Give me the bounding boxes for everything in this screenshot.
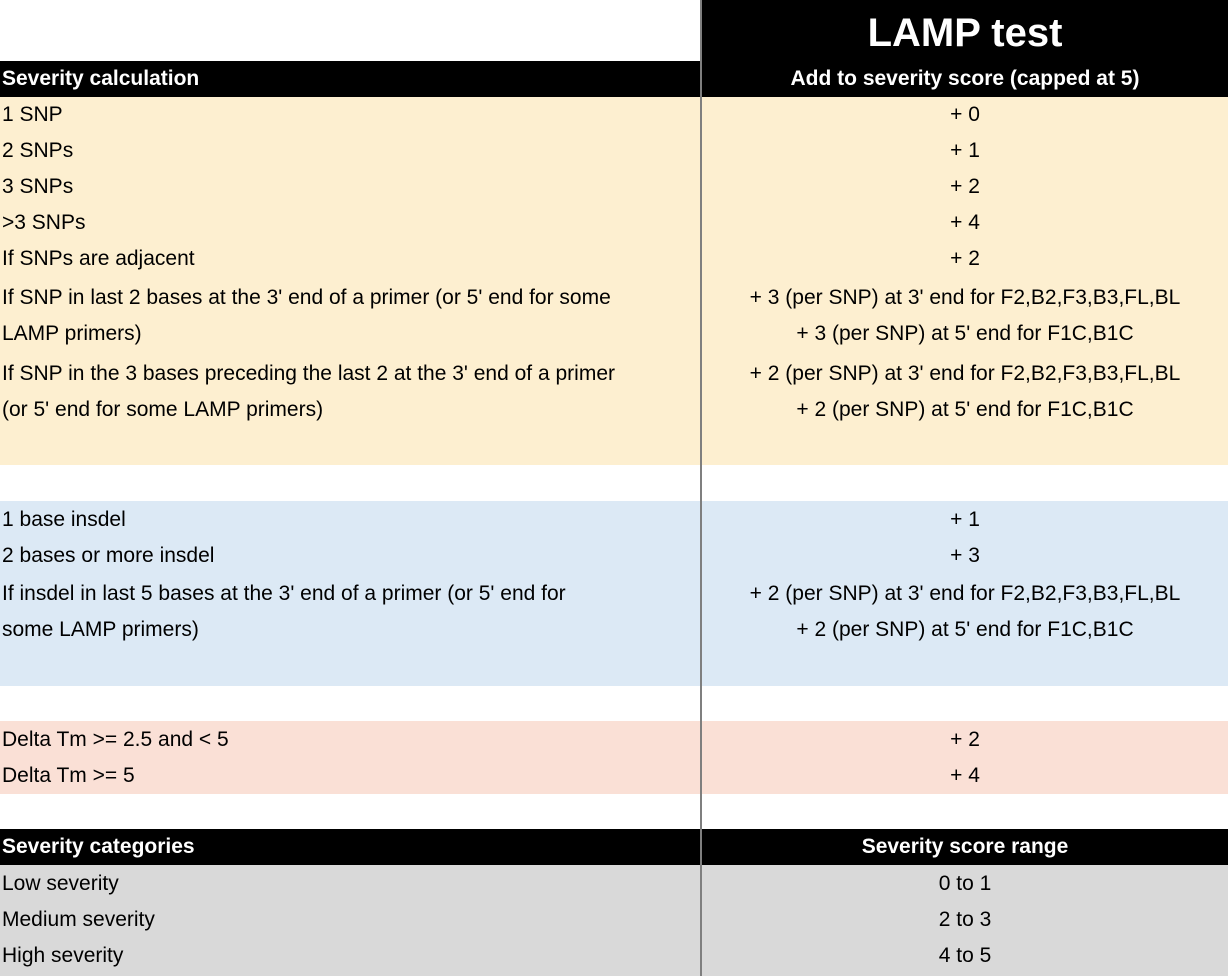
calculation-header-row (0, 61, 1228, 97)
table-row (0, 241, 1228, 277)
table-row (0, 538, 1228, 574)
snp-block (0, 97, 1228, 465)
table-row (0, 280, 1228, 352)
row-label: If SNPs are adjacent (2, 247, 195, 270)
row-score-line: + 2 (per SNP) at 5' end for F1C,B1C (796, 398, 1134, 421)
row-score (702, 356, 1228, 428)
table-row (0, 722, 1228, 758)
row-score: + 4 (950, 764, 980, 787)
row-label-line: some LAMP primers) (2, 618, 199, 641)
row-label: 2 SNPs (2, 139, 74, 162)
row-label-line: LAMP primers) (2, 322, 142, 345)
row-score: + 1 (950, 139, 980, 162)
category-range: 4 to 5 (938, 944, 992, 967)
category-range: 0 to 1 (938, 872, 992, 895)
table-row (0, 205, 1228, 241)
row-label-line: If insdel in last 5 bases at the 3' end of a primer (or 5' end for (2, 582, 566, 605)
table-row (0, 576, 1228, 648)
row-score: + 4 (950, 211, 980, 234)
row-label (0, 576, 700, 648)
table-row (0, 133, 1228, 169)
table-row (0, 938, 1228, 974)
row-label-line: If SNP in last 2 bases at the 3' end of a primer (or 5' end for some (2, 286, 611, 309)
row-score-line: + 2 (per SNP) at 3' end for F2,B2,F3,B3,FL,BL (749, 362, 1181, 385)
row-label (0, 356, 700, 428)
categories-header-row (0, 829, 1228, 865)
row-label: >3 SNPs (2, 211, 86, 234)
table-row (0, 902, 1228, 938)
row-score (702, 576, 1228, 648)
row-label-line: If SNP in the 3 bases preceding the last 2 at the 3' end of a primer (2, 362, 615, 385)
category-label: Low severity (2, 872, 119, 895)
row-score-line: + 2 (per SNP) at 5' end for F1C,B1C (796, 618, 1134, 641)
row-score (702, 280, 1228, 352)
categories-header-right: Severity score range (861, 835, 1069, 858)
row-label-line: (or 5' end for some LAMP primers) (2, 398, 324, 421)
table-row (0, 356, 1228, 428)
row-score-line: + 3 (per SNP) at 5' end for F1C,B1C (796, 322, 1134, 345)
row-label: 3 SNPs (2, 175, 74, 198)
category-label: Medium severity (2, 908, 155, 931)
row-label: 2 bases or more insdel (2, 544, 215, 567)
table-row (0, 502, 1228, 538)
category-range: 2 to 3 (938, 908, 992, 931)
row-score: + 2 (950, 175, 980, 198)
row-score-line: + 2 (per SNP) at 3' end for F2,B2,F3,B3,FL,BL (749, 582, 1181, 605)
table-row (0, 97, 1228, 133)
row-score: + 1 (950, 508, 980, 531)
categories-block (0, 865, 1228, 976)
row-score: + 0 (950, 103, 980, 126)
table-row (0, 758, 1228, 794)
table-row (0, 866, 1228, 902)
categories-header-left: Severity categories (2, 835, 195, 858)
row-score-line: + 3 (per SNP) at 3' end for F2,B2,F3,B3,FL,BL (749, 286, 1181, 309)
category-label: High severity (2, 944, 124, 967)
row-label: 1 base insdel (2, 508, 126, 531)
calculation-header-left: Severity calculation (2, 67, 200, 90)
row-score: + 2 (950, 728, 980, 751)
row-score: + 3 (950, 544, 980, 567)
table-row (0, 169, 1228, 205)
column-divider (700, 0, 702, 976)
insdel-block (0, 501, 1228, 686)
sheet-title: LAMP test (702, 0, 1228, 61)
tm-block (0, 721, 1228, 794)
row-label: Delta Tm >= 2.5 and < 5 (2, 728, 229, 751)
row-score: + 2 (950, 247, 980, 270)
row-label: Delta Tm >= 5 (2, 764, 135, 787)
row-label (0, 280, 700, 352)
row-label: 1 SNP (2, 103, 63, 126)
calculation-header-right: Add to severity score (capped at 5) (790, 67, 1140, 90)
